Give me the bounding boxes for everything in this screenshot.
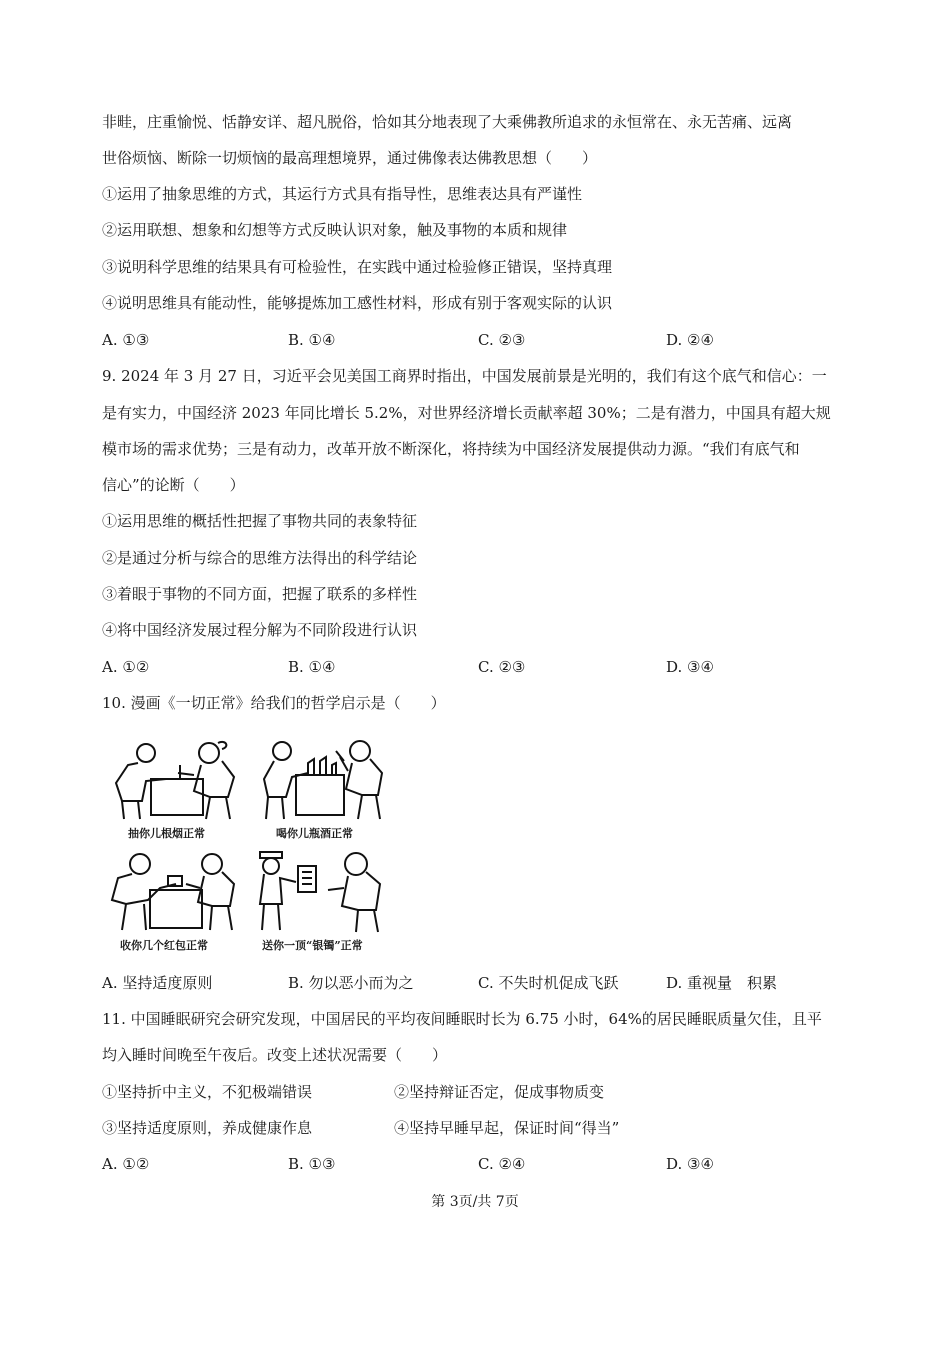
q9-option-c[interactable]: C. ②③ xyxy=(478,658,526,676)
q10-option-d[interactable]: D. 重视量 积累 xyxy=(666,974,778,992)
cartoon-drinking-icon xyxy=(252,735,387,823)
cartoon-panel-1 xyxy=(106,735,241,823)
q11-statement-3: ③坚持适度原则，养成健康作息 xyxy=(102,1119,313,1137)
q9-statement-3: ③着眼于事物的不同方面，把握了联系的多样性 xyxy=(102,585,418,603)
q11-statement-1: ①坚持折中主义，不犯极端错误 xyxy=(102,1083,313,1101)
q9-option-a[interactable]: A. ①② xyxy=(102,658,150,676)
q9-stem-line-2: 是有实力，中国经济 2023 年同比增长 5.2%，对世界经济增长贡献率超 30%；二是有潜力，中国具有超大规 xyxy=(102,404,831,422)
q10-option-a[interactable]: A. 坚持适度原则 xyxy=(102,974,213,992)
q8-statement-2: ②运用联想、想象和幻想等方式反映认识对象，触及事物的本质和规律 xyxy=(102,221,568,239)
cartoon-red-envelope-icon xyxy=(106,848,241,934)
q8-option-b[interactable]: B. ①④ xyxy=(288,331,336,349)
page-number: 第 3页/共 7页 xyxy=(431,1194,519,1210)
q9-statement-2: ②是通过分析与综合的思维方法得出的科学结论 xyxy=(102,549,418,567)
q9-option-b[interactable]: B. ①④ xyxy=(288,658,336,676)
cartoon-handcuff-icon xyxy=(252,848,387,934)
q8-statement-1: ①运用了抽象思维的方式，其运行方式具有指导性，思维表达具有严谨性 xyxy=(102,185,583,203)
q9-statement-4: ④将中国经济发展过程分解为不同阶段进行认识 xyxy=(102,621,418,639)
cartoon-caption-1: 抽你儿根烟正常 xyxy=(128,827,205,840)
cartoon-caption-3: 收你几个红包正常 xyxy=(120,939,208,952)
cartoon-caption-4: 送你一顶“银镯”正常 xyxy=(262,939,363,952)
q11-option-a[interactable]: A. ①② xyxy=(102,1155,150,1173)
cartoon-panel-3 xyxy=(106,848,241,934)
q11-option-d[interactable]: D. ③④ xyxy=(666,1155,714,1173)
q8-stem-line-2: 世俗烦恼、断除一切烦恼的最高理想境界，通过佛像表达佛教思想（ ） xyxy=(102,149,598,167)
q11-statement-row-1 xyxy=(102,1082,862,1102)
q8-option-d[interactable]: D. ②④ xyxy=(666,331,714,349)
q9-stem-line-1: 9. 2024 年 3 月 27 日，习近平会见美国工商界时指出，中国发展前景是光明的，我们有这个底气和信心：一 xyxy=(102,367,827,385)
q11-stem-line-2: 均入睡时间晚至午夜后。改变上述状况需要（ ） xyxy=(102,1046,448,1064)
cartoon-caption-2: 喝你儿瓶酒正常 xyxy=(276,827,353,840)
q11-options xyxy=(102,1154,862,1174)
cartoon-panel-4 xyxy=(252,848,387,934)
q11-statement-2: ②坚持辩证否定，促成事物质变 xyxy=(394,1083,605,1101)
cartoon-smoking-icon xyxy=(106,735,241,823)
q9-stem-line-4: 信心”的论断（ ） xyxy=(102,476,245,494)
cartoon-panel-2 xyxy=(252,735,387,823)
q8-option-c[interactable]: C. ②③ xyxy=(478,331,526,349)
q11-statement-4: ④坚持早睡早起，保证时间“得当” xyxy=(394,1119,620,1137)
q11-option-b[interactable]: B. ①③ xyxy=(288,1155,336,1173)
q8-stem-line-1: 非畦，庄重愉悦、恬静安详、超凡脱俗，恰如其分地表现了大乘佛教所追求的永恒常在、永无苦痛、远离 xyxy=(102,113,793,131)
q10-stem: 10. 漫画《一切正常》给我们的哲学启示是（ ） xyxy=(102,694,446,712)
q9-stem-line-3: 模市场的需求优势；三是有动力，改革开放不断深化，将持续为中国经济发展提供动力源。“我们有底气和 xyxy=(102,440,800,458)
q11-option-c[interactable]: C. ②④ xyxy=(478,1155,526,1173)
q11-stem-line-1: 11. 中国睡眠研究会研究发现，中国居民的平均夜间睡眠时长为 6.75 小时，64%的居民睡眠质量欠佳，且平 xyxy=(102,1010,822,1028)
q9-statement-1: ①运用思维的概括性把握了事物共同的表象特征 xyxy=(102,512,418,530)
q10-options xyxy=(102,973,862,993)
q8-option-a[interactable]: A. ①③ xyxy=(102,331,150,349)
q8-statement-3: ③说明科学思维的结果具有可检验性，在实践中通过检验修正错误，坚持真理 xyxy=(102,258,613,276)
q8-options xyxy=(102,330,862,350)
q10-option-b[interactable]: B. 勿以恶小而为之 xyxy=(288,974,414,992)
q10-option-c[interactable]: C. 不失时机促成飞跃 xyxy=(478,974,619,992)
q9-options xyxy=(102,657,862,677)
q9-option-d[interactable]: D. ③④ xyxy=(666,658,714,676)
q11-statement-row-2 xyxy=(102,1118,862,1138)
q8-statement-4: ④说明思维具有能动性，能够提炼加工感性材料，形成有别于客观实际的认识 xyxy=(102,294,613,312)
